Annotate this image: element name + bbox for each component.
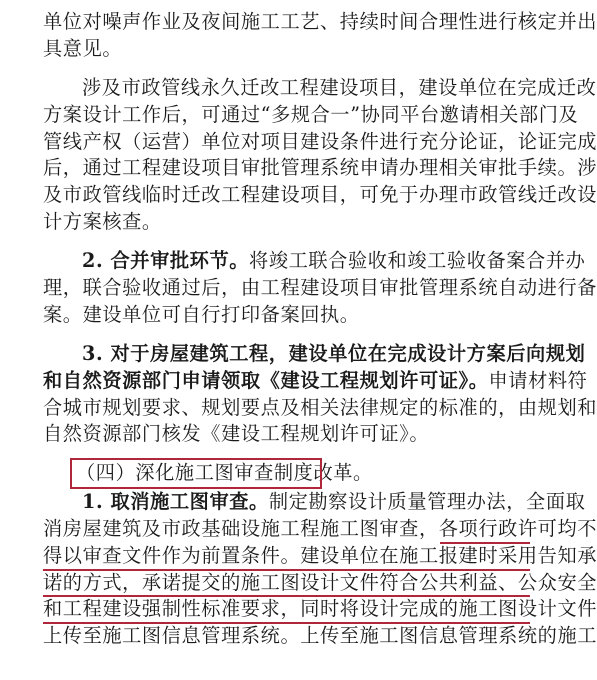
text-line-13	[43, 368, 587, 395]
text-line-22	[43, 623, 597, 650]
text-line-5	[43, 129, 597, 156]
text-line-4	[43, 102, 578, 129]
text-segment: 上传至施工图信息管理系统。上传至施工图信息管理系统的施工	[43, 624, 597, 647]
text-line-8	[43, 209, 162, 236]
text-line-20	[43, 570, 597, 597]
text-segment: 将竣工联合验收和竣工验收备案合并办	[249, 249, 586, 272]
section-heading-highlight-box	[70, 458, 322, 489]
text-segment: 和工程建设强制性标准要求，同时将设计完成的施工图设计文件	[43, 597, 597, 620]
text-line-7	[43, 182, 597, 209]
highlight-underline	[43, 622, 530, 624]
text-segment: 单位对噪声作业及夜间施工工艺、持续时间合理性进行核定并出	[43, 10, 597, 33]
text-segment: 自然资源部门核发《建设工程规划许可证》。	[43, 422, 430, 445]
text-segment: 诺的方式，承诺提交的施工图设计文件符合公共利益、公众安全	[43, 571, 597, 594]
text-line-3	[82, 75, 596, 102]
text-line-18	[43, 516, 597, 543]
bold-heading-segment: 1. 取消施工图审查。	[82, 490, 269, 513]
highlight-underline	[43, 595, 530, 597]
text-line-11	[43, 302, 360, 329]
text-segment: 具意见。	[43, 37, 123, 60]
text-segment: 计方案核查。	[43, 210, 162, 233]
bold-heading-segment: 2. 合并审批环节。	[82, 249, 250, 272]
text-segment: 制定勘察设计质量管理办法，全面取	[268, 490, 586, 513]
text-line-10	[43, 275, 597, 302]
text-line-12	[82, 341, 585, 368]
text-line-1	[43, 9, 597, 36]
text-segment: 合城市规划要求、规划要点及相关法律规定的标准的，由规划和	[43, 396, 597, 419]
highlight-underline	[440, 542, 530, 544]
text-line-9	[82, 248, 585, 275]
text-segment: 管线产权（运营）单位对项目建设条件进行充分论证，论证完成	[43, 130, 597, 153]
text-segment: 后，通过工程建设项目审批管理系统申请办理相关审批手续。涉	[43, 156, 597, 179]
text-line-14	[43, 395, 597, 422]
text-line-17	[82, 489, 585, 516]
text-line-6	[43, 155, 597, 182]
bold-heading-segment: 3. 对于房屋建筑工程，建设单位在完成设计方案后向规划	[82, 342, 586, 365]
section-heading-text: （四）深化施工图审查制度改革。	[76, 461, 373, 484]
text-segment: 消房屋建筑及市政基础设施工程施工图审查，各项行政许可均不	[43, 517, 597, 540]
text-line-15	[43, 421, 429, 448]
text-segment: 案。建设单位可自行打印备案回执。	[43, 303, 360, 326]
text-line-2	[43, 36, 122, 63]
text-segment: 得以审查文件作为前置条件。建设单位在施工报建时采用告知承	[43, 544, 597, 567]
bold-heading-segment: 和自然资源部门申请领取《建设工程规划许可证》。	[43, 369, 489, 392]
text-segment: 方案设计工作后，可通过“多规合一”协同平台邀请相关部门及	[43, 103, 579, 126]
text-line-21	[43, 596, 597, 623]
text-segment: 涉及市政管线永久迁改工程建设项目，建设单位在完成迁改	[82, 76, 597, 99]
highlight-underline	[43, 569, 530, 571]
text-line-19	[43, 543, 597, 570]
text-segment: 及市政管线临时迁改工程建设项目，可免于办理市政管线迁改设	[43, 183, 597, 206]
text-segment: 申请材料符	[488, 369, 588, 392]
text-segment: 理，联合验收通过后，由工程建设项目审批管理系统自动进行备	[43, 276, 597, 299]
